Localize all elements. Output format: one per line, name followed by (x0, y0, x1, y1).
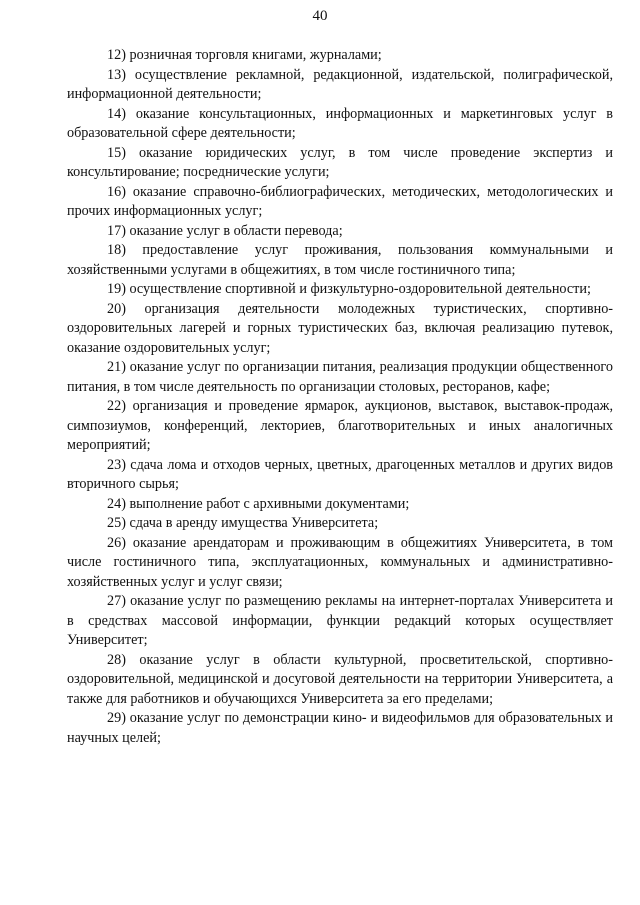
list-item (67, 105, 613, 144)
list-item (67, 592, 613, 651)
item-number: 23) (107, 456, 126, 473)
item-number: 13) (107, 66, 126, 83)
item-text: оказание услуг в области перевода; (129, 222, 343, 239)
item-text: розничная торговля книгами, журналами; (129, 47, 382, 63)
item-number: 29) (107, 710, 126, 726)
item-text: оказание консультационных, информационных и маркетинговых услуг в образовательной сфере деятельности; (67, 105, 613, 141)
list-item (67, 222, 613, 242)
item-number: 18) (107, 242, 126, 258)
item-text: организация и проведение ярмарок, аукционов, выставок, выставок-продаж, симпозиумов, конференций, лекториев, благотворительных и иных аналогичных мероприятий; (67, 398, 613, 453)
list-item (67, 534, 613, 593)
item-number: 12) (107, 47, 126, 63)
item-text: оказание услуг по демонстрации кино- и видеофильмов для образовательных и научных целей; (67, 710, 613, 746)
list-item (67, 495, 613, 515)
list-item (67, 709, 613, 748)
item-number: 14) (107, 105, 126, 122)
list-item (67, 651, 613, 710)
item-text: оказание юридических услуг, в том числе проведение экспертиз и консультирование; посреднические услуги; (67, 144, 613, 180)
list-item (67, 66, 613, 105)
item-number: 27) (107, 593, 126, 609)
item-number: 25) (107, 515, 126, 531)
list-item (67, 514, 613, 534)
item-number: 28) (107, 651, 126, 668)
item-text: оказание справочно-библиографических, методических, методологических и прочих информационных услуг; (67, 183, 614, 219)
item-text: оказание услуг в области культурной, просветительской, спортивно-оздоровительной, медицинской и досуговой деятельности на территории Университета, а также для работников и обучающихся Университета за его пределами; (67, 651, 613, 707)
list-item (67, 144, 613, 183)
numbered-list (67, 46, 613, 748)
item-text: сдача в аренду имущества Университета; (129, 515, 379, 531)
list-item (67, 300, 613, 359)
list-item (67, 280, 613, 300)
item-text: оказание услуг по размещению рекламы на интернет-порталах Университета и в средствах массовой информации, функции редакций которых осуществляет Университет; (67, 593, 614, 648)
item-text: выполнение работ с архивными документами; (129, 495, 410, 512)
item-number: 24) (107, 495, 126, 512)
item-text: предоставление услуг проживания, пользования коммунальными и хозяйственными услугами в общежитиях, в том числе гостиничного типа; (67, 242, 614, 278)
item-number: 17) (107, 222, 126, 239)
list-item (67, 397, 613, 456)
list-item (67, 241, 613, 280)
item-text: сдача лома и отходов черных, цветных, драгоценных металлов и других видов вторичного сырья; (67, 456, 613, 492)
item-text: осуществление спортивной и физкультурно-оздоровительной деятельности; (129, 281, 591, 297)
item-text: оказание услуг по организации питания, реализация продукции общественного питания, в том числе деятельность по организации столовых, ресторанов, кафе; (67, 359, 613, 395)
list-item (67, 358, 613, 397)
list-item (67, 456, 613, 495)
item-number: 15) (107, 144, 126, 161)
item-text: организация деятельности молодежных туристических, спортивно-оздоровительных лагерей и горных туристических баз, включая реализацию путевок, оказание оздоровительных услуг; (67, 300, 614, 356)
list-item (67, 183, 613, 222)
item-number: 22) (107, 398, 126, 414)
item-number: 26) (107, 534, 126, 551)
item-text: осуществление рекламной, редакционной, издательской, полиграфической, информационной деятельности; (67, 66, 613, 102)
item-number: 21) (107, 359, 126, 375)
item-number: 16) (107, 183, 126, 200)
list-item (67, 46, 613, 66)
page-number: 40 (312, 8, 328, 24)
item-number: 20) (107, 300, 126, 317)
item-number: 19) (107, 281, 126, 297)
item-text: оказание арендаторам и проживающим в общежитиях Университета, в том числе гостиничного типа, эксплуатационных, коммунальных и административно-хозяйственных услуг и услуг связи; (67, 534, 613, 590)
